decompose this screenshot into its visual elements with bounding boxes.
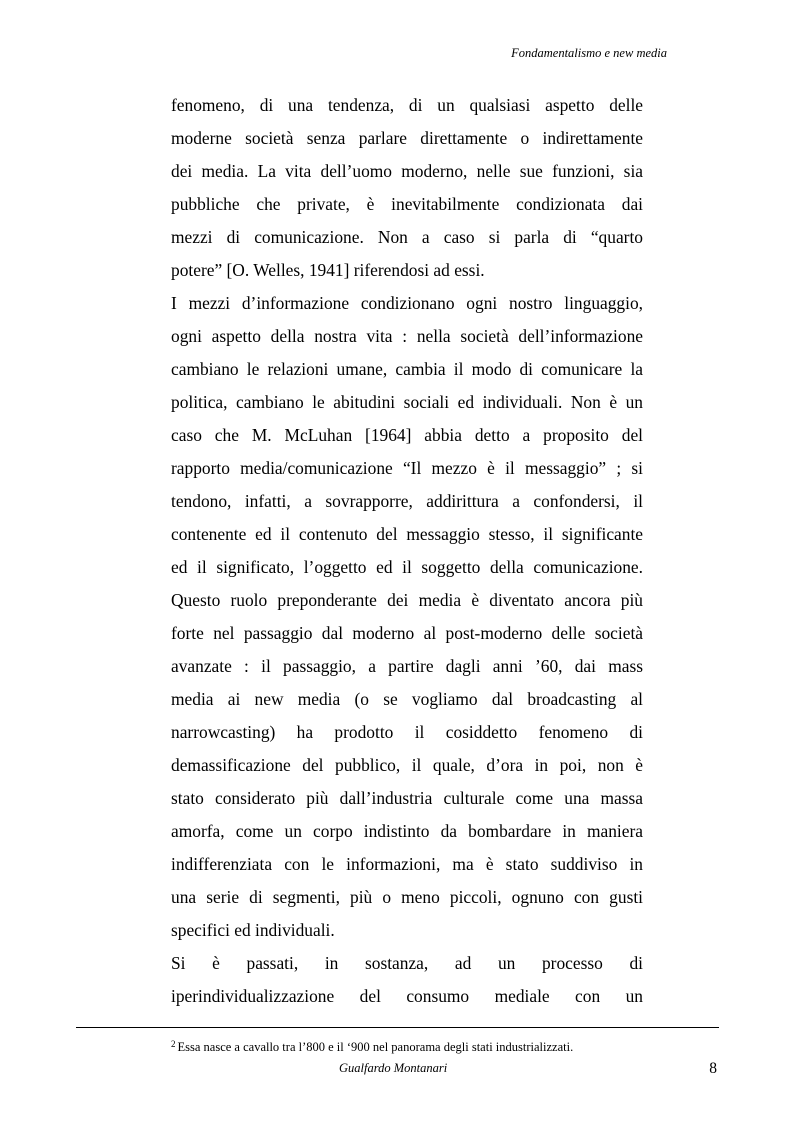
body-line: specifici ed individuali. bbox=[171, 920, 335, 940]
body-line: politica, cambiano le abitudini sociali ed individuali. Non è un bbox=[171, 392, 643, 412]
footnote-marker: 2 bbox=[171, 1039, 176, 1049]
body-line: moderne società senza parlare direttamente o indirettamente bbox=[171, 128, 643, 148]
body-line: amorfa, come un corpo indistinto da bombardare in maniera bbox=[171, 821, 643, 841]
body-line: caso che M. McLuhan [1964] abbia detto a proposito del bbox=[171, 425, 643, 445]
body-line: Si è passati, in sostanza, ad un processo di bbox=[171, 953, 643, 973]
body-line: ed il significato, l’oggetto ed il soggetto della comunicazione. bbox=[171, 557, 643, 577]
body-line: I mezzi d’informazione condizionano ogni nostro linguaggio, bbox=[171, 293, 643, 313]
body-line: avanzate : il passaggio, a partire dagli anni ’60, dai mass bbox=[171, 656, 643, 676]
body-line: forte nel passaggio dal moderno al post-moderno delle società bbox=[171, 623, 643, 643]
running-header: Fondamentalismo e new media bbox=[511, 46, 667, 60]
body-line: tendono, infatti, a sovrapporre, addirittura a confondersi, il bbox=[171, 491, 643, 511]
body-line: potere” [O. Welles, 1941] riferendosi ad essi. bbox=[171, 260, 485, 280]
footnote-text: Essa nasce a cavallo tra l’800 e il ‘900 nel panorama degli stati industrializzati. bbox=[177, 1040, 574, 1054]
body-line: rapporto media/comunicazione “Il mezzo è il messaggio” ; si bbox=[171, 458, 643, 478]
body-line: fenomeno, di una tendenza, di un qualsiasi aspetto delle bbox=[171, 95, 643, 115]
body-line: Questo ruolo preponderante dei media è diventato ancora più bbox=[171, 590, 643, 610]
body-line: cambiano le relazioni umane, cambia il modo di comunicare la bbox=[171, 359, 643, 379]
body-line: stato considerato più dall’industria culturale come una massa bbox=[171, 788, 643, 808]
body-line: indifferenziata con le informazioni, ma è stato suddiviso in bbox=[171, 854, 643, 874]
body-line: media ai new media (o se vogliamo dal broadcasting al bbox=[171, 689, 643, 709]
body-line: mezzi di comunicazione. Non a caso si parla di “quarto bbox=[171, 227, 643, 247]
body-line: ogni aspetto della nostra vita : nella società dell’informazione bbox=[171, 326, 643, 346]
body-line: pubbliche che private, è inevitabilmente condizionata dai bbox=[171, 194, 643, 214]
page-number: 8 bbox=[709, 1060, 717, 1077]
footnote bbox=[171, 1036, 573, 1055]
body-line: demassificazione del pubblico, il quale, d’ora in poi, non è bbox=[171, 755, 643, 775]
body-line: una serie di segmenti, più o meno piccoli, ognuno con gusti bbox=[171, 887, 643, 907]
footnote-divider bbox=[76, 1027, 719, 1028]
body-line: contenente ed il contenuto del messaggio stesso, il significante bbox=[171, 524, 643, 544]
body-line: dei media. La vita dell’uomo moderno, nelle sue funzioni, sia bbox=[171, 161, 643, 181]
footer-author: Gualfardo Montanari bbox=[339, 1061, 448, 1075]
body-line: narrowcasting) ha prodotto il cosiddetto fenomeno di bbox=[171, 722, 643, 742]
body-line: iperindividualizzazione del consumo mediale con un bbox=[171, 986, 643, 1006]
